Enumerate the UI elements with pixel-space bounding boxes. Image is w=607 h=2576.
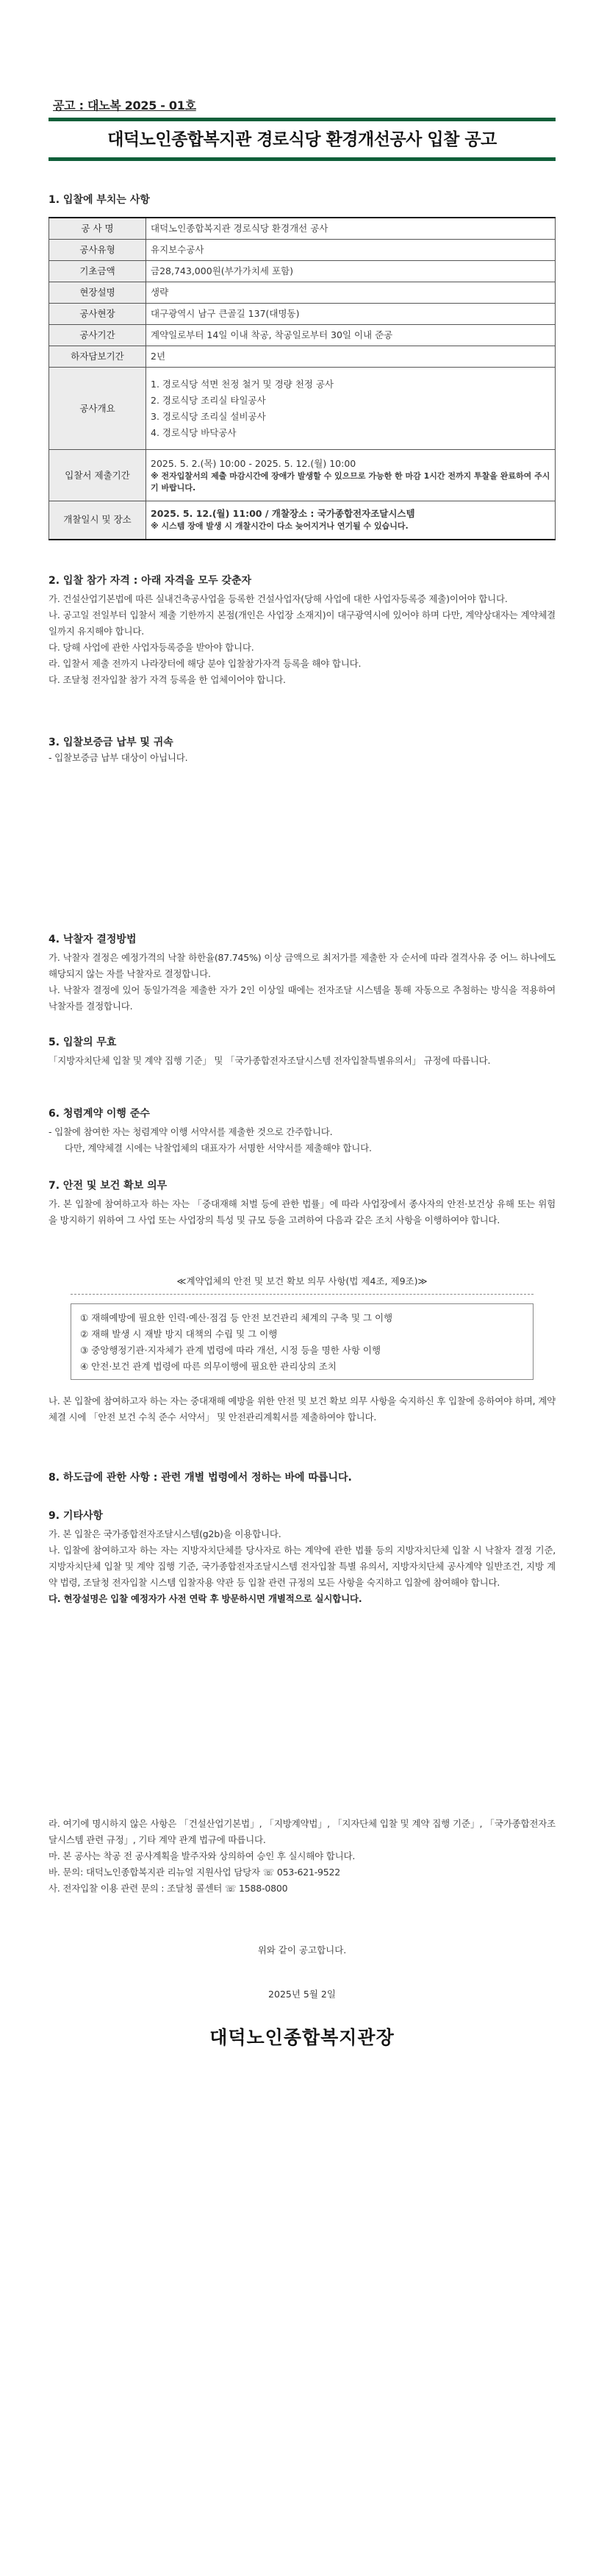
list-item: 라. 입찰서 제출 전까지 나라장터에 해당 분야 입찰참가자격 등록을 해야 합니다. xyxy=(49,658,362,669)
list-item: 바. 문의: 대덕노인종합복지관 리뉴얼 지원사업 담당자 ☏ 053-621-9522 xyxy=(49,1867,341,1878)
row-key: 공사유형 xyxy=(49,240,146,261)
bid-info-table xyxy=(49,217,556,540)
page-title: 대덕노인종합복지관 경로식당 환경개선공사 입찰 공고 xyxy=(107,130,497,149)
row-value: 대덕노인종합복지관 경로식당 환경개선 공사 xyxy=(146,218,556,240)
list-item: 나. 입찰에 참여하고자 하는 자는 지방자치단체를 당사자로 하는 계약에 관한 법률 등의 지방자치단체 입찰 시 낙찰자 결정 기준, 지방자치단체 입찰 및 계약 집행 기준, 국가종합전자조달시스템 전자입찰 특별 유의서, 지방자치단체 공사계약 일반조건, 지방 계약 법령, 조달청 전자입찰 시스템 입찰자용 약관 등 입찰 관련 규정의 모든 사항을 숙지하고 입찰에 참여해야 합니다. xyxy=(49,1545,556,1588)
list-item: - 입찰보증금 납부 대상이 아닙니다. xyxy=(49,752,188,763)
row-key: 개찰일시 및 장소 xyxy=(49,501,146,540)
table-row xyxy=(49,304,556,325)
box-item: ④ 안전·보건 관계 법령에 따른 의무이행에 필요한 관리상의 조치 xyxy=(80,1361,337,1372)
row-value: 계약일로부터 14일 이내 착공, 착공일로부터 30일 이내 준공 xyxy=(146,325,556,346)
safety-duty-box xyxy=(71,1303,534,1380)
list-item: - 입찰에 참여한 자는 청렴계약 이행 서약서를 제출한 것으로 간주합니다. xyxy=(49,1126,333,1137)
list-item: 라. 여기에 명시하지 않은 사항은 「건설산업기본법」, 「지방계약법」, 「지자단체 입찰 및 계약 집행 기준」, 「국가종합전자조달시스템 관련 규정」, 기타 계약 관계 법규에 따릅니다. xyxy=(49,1818,556,1845)
opening-note: ※ 시스템 장애 발생 시 개찰시간이 다소 늦어지거나 연기될 수 있습니다. xyxy=(151,521,409,532)
box-item: ① 재해예방에 필요한 인력·예산·점검 등 안전 보건관리 체계의 구축 및 그 이행 xyxy=(80,1312,393,1323)
section-1 xyxy=(49,193,556,207)
table-row xyxy=(49,240,556,261)
row-value: 생략 xyxy=(146,282,556,304)
closing-text: 위와 같이 공고합니다. xyxy=(257,1944,347,1956)
section-7-after xyxy=(49,1393,556,1425)
list-item: 다만, 계약체결 시에는 낙찰업체의 대표자가 서명한 서약서를 제출해야 합니다. xyxy=(65,1142,372,1153)
section-heading: 5. 입찰의 무효 xyxy=(49,1037,117,1048)
section-heading: 6. 청렴계약 이행 준수 xyxy=(49,1108,150,1120)
deadline-note: ※ 전자입찰서의 제출 마감시간에 장애가 발생할 수 있으므로 가능한 한 마감 1시간 전까지 투찰을 완료하여 주시기 바랍니다. xyxy=(151,471,550,493)
table-row xyxy=(49,218,556,240)
row-value: 대구광역시 남구 큰골길 137(대명동) xyxy=(146,304,556,325)
section-5 xyxy=(49,1035,556,1069)
title-bar xyxy=(49,118,556,162)
row-key: 입찰서 제출기간 xyxy=(49,450,146,501)
notice-number: 공고 : 대노복 2025 - 01호 xyxy=(53,99,196,112)
table-row xyxy=(49,261,556,282)
row-key: 기초금액 xyxy=(49,261,146,282)
overview-item: 3. 경로식당 조리실 설비공사 xyxy=(151,410,266,422)
section-9 xyxy=(49,1509,556,1607)
organization-name: 대덕노인종합복지관장 xyxy=(209,2027,395,2048)
title-bottom-rule xyxy=(49,157,556,161)
list-item: 「지방자치단체 입찰 및 계약 집행 기준」 및 「국가종합전자조달시스템 전자입찰특별유의서」 규정에 따릅니다. xyxy=(49,1055,491,1066)
title-top-rule xyxy=(49,118,556,121)
overview-item: 1. 경로식당 석면 천정 철거 및 경량 천정 공사 xyxy=(151,378,334,390)
table-row xyxy=(49,450,556,501)
section-4 xyxy=(49,932,556,1015)
list-item: 가. 본 입찰에 참여하고자 하는 자는 「중대재해 처벌 등에 관한 법률」에 따라 사업장에서 종사자의 안전·보건상 유해 또는 위험을 방지하기 위하여 그 사업 또는 사업장의 특성 및 규모 등을 고려하여 다음과 같은 조치 사항을 이행하여야 합니다. xyxy=(49,1198,556,1226)
section-heading: 9. 기타사항 xyxy=(49,1510,104,1522)
section-6 xyxy=(49,1106,556,1156)
row-key: 공 사 명 xyxy=(49,218,146,240)
row-key: 하자담보기간 xyxy=(49,346,146,368)
table-row xyxy=(49,282,556,304)
list-item: 나. 낙찰자 결정에 있어 동일가격을 제출한 자가 2인 이상일 때에는 전자조달 시스템을 통해 자동으로 추첨하는 방식을 적용하여 낙찰자를 결정합니다. xyxy=(49,984,556,1012)
row-key: 공사개요 xyxy=(49,368,146,450)
row-value: 유지보수공사 xyxy=(146,240,556,261)
row-key: 공사현장 xyxy=(49,304,146,325)
list-item: 사. 전자입찰 이용 관련 문의 : 조달청 콜센터 ☏ 1588-0800 xyxy=(49,1883,288,1894)
list-item: 나. 본 입찰에 참여하고자 하는 자는 중대재해 예방을 위한 안전 및 보건 확보 의무 사항을 숙지하신 후 입찰에 응하여야 하며, 계약체결 시에 「안전 보건 수칙 준수 서약서」 및 안전관리계획서를 제출하여야 합니다. xyxy=(49,1395,556,1423)
overview-item: 4. 경로식당 바닥공사 xyxy=(151,426,237,438)
overview-item: 2. 경로식당 조리실 타일공사 xyxy=(151,394,266,406)
section-heading: 8. 하도급에 관한 사항 : 관련 개별 법령에서 정하는 바에 따릅니다. xyxy=(49,1472,352,1484)
section-7 xyxy=(49,1178,556,1228)
list-item: 나. 공고일 전일부터 입찰서 제출 기한까지 본점(개인은 사업장 소재지)이 대구광역시에 있어야 하며 다만, 계약상대자는 계약체결일까지 유지해야 합니다. xyxy=(49,609,556,637)
row-key: 공사기간 xyxy=(49,325,146,346)
row-value: 금28,743,000원(부가가치세 포함) xyxy=(146,261,556,282)
list-item: 다. 현장설명은 입찰 예정자가 사전 연락 후 방문하시면 개별적으로 실시합니다. xyxy=(49,1593,362,1604)
section-3 xyxy=(49,735,556,766)
box-item: ③ 중앙행정기관·지자체가 관계 법령에 따라 개선, 시정 등을 명한 사항 이행 xyxy=(80,1345,381,1356)
section-heading: 4. 낙찰자 결정방법 xyxy=(49,934,137,945)
notice-date: 2025년 5월 2일 xyxy=(268,1989,336,2000)
section-heading: 3. 입찰보증금 납부 및 귀속 xyxy=(49,737,173,748)
box-item: ② 재해 발생 시 재발 방지 대책의 수립 및 그 이행 xyxy=(80,1328,278,1339)
deadline-value: 2025. 5. 2.(목) 10:00 - 2025. 5. 12.(월) 10:00 xyxy=(151,457,356,469)
section-9-more xyxy=(49,1816,556,1897)
box-dashed-rule xyxy=(71,1294,534,1295)
list-item: 가. 낙찰자 결정은 예정가격의 낙찰 하한율(87.745%) 이상 금액으로 최저가를 제출한 자 순서에 따라 결격사유 중 어느 하나에도 해당되지 않는 자를 낙찰자로 결정합니다. xyxy=(49,952,556,979)
row-value xyxy=(146,450,556,501)
list-item: 다. 조달청 전자입찰 참가 자격 등록을 한 업체이어야 합니다. xyxy=(49,674,286,685)
section-heading: 1. 입찰에 부치는 사항 xyxy=(49,194,150,206)
list-item: 가. 본 입찰은 국가종합전자조달시스템(g2b)을 이용합니다. xyxy=(49,1528,281,1539)
list-item: 마. 본 공사는 착공 전 공사계획을 발주자와 상의하여 승인 후 실시해야 합니다. xyxy=(49,1850,356,1861)
table-row xyxy=(49,501,556,540)
opening-value: 2025. 5. 12.(월) 11:00 / 개찰장소 : 국가종합전자조달시스템 xyxy=(151,508,415,520)
section-8 xyxy=(49,1470,556,1485)
list-item: 가. 건설산업기본법에 따른 실내건축공사업을 등록한 건설사업자(당해 사업에 대한 사업자등록증 제출)이어야 합니다. xyxy=(49,593,508,604)
row-value xyxy=(146,368,556,450)
section-2 xyxy=(49,573,556,688)
row-value xyxy=(146,501,556,540)
box-title: ≪계약업체의 안전 및 보건 확보 의무 사항(법 제4조, 제9조)≫ xyxy=(176,1276,428,1287)
table-row xyxy=(49,346,556,368)
row-value: 2년 xyxy=(146,346,556,368)
row-key: 현장설명 xyxy=(49,282,146,304)
section-heading: 7. 안전 및 보건 확보 의무 xyxy=(49,1180,168,1192)
table-row xyxy=(49,368,556,450)
section-heading: 2. 입찰 참가 자격 : 아래 자격을 모두 갖춘자 xyxy=(49,575,252,587)
list-item: 다. 당해 사업에 관한 사업자등록증을 받아야 합니다. xyxy=(49,642,254,653)
table-row xyxy=(49,325,556,346)
